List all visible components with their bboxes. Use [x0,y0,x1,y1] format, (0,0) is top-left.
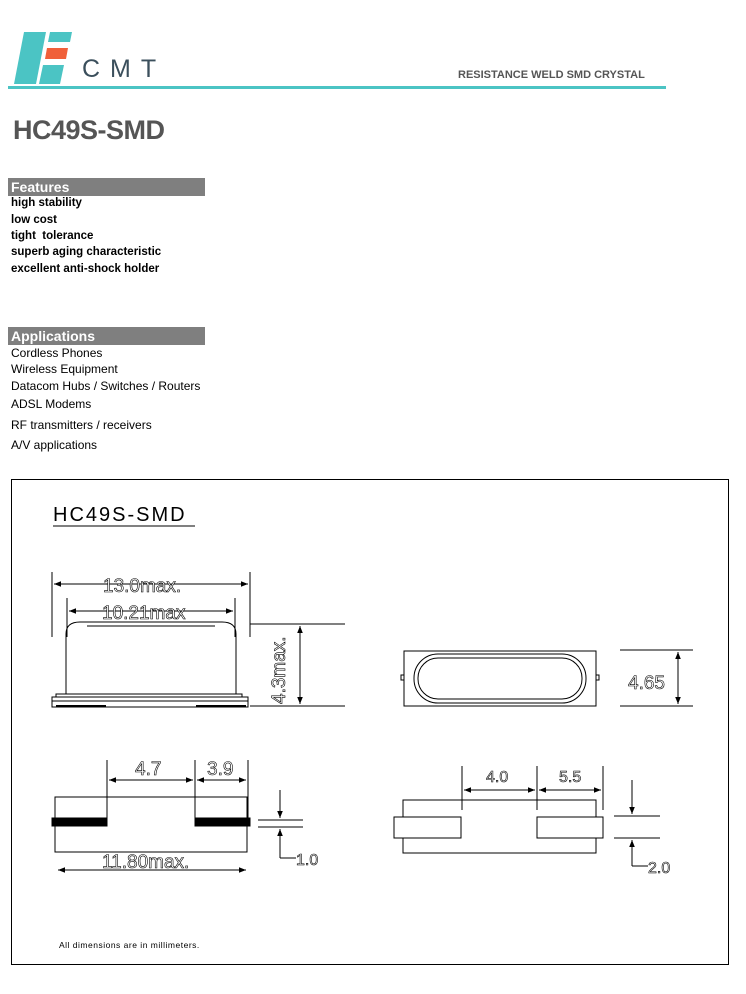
feature-item: excellent anti-shock holder [11,263,160,275]
feature-item: low cost [11,214,58,226]
company-name: CMT [82,55,167,83]
applications-heading: Applications [8,327,205,345]
dim-pad-span: 4.7 [135,759,162,780]
dim-land-width: 2.0 [648,860,671,877]
dim-width: 4.65 [628,673,665,694]
product-tagline: RESISTANCE WELD SMD CRYSTAL [458,69,645,81]
application-item: A/V applications [11,438,98,452]
application-item: RF transmitters / receivers [11,418,152,432]
dim-base-length-max: 11.80max. [102,852,190,873]
application-item: ADSL Modems [11,397,92,411]
application-item: Datacom Hubs / Switches / Routers [11,379,201,393]
application-item: Wireless Equipment [11,362,118,376]
dimensions-note: All dimensions are in millimeters. [59,940,200,950]
application-item: Cordless Phones [11,346,103,360]
features-heading: Features [8,178,205,196]
dim-pad-thickness: 1.0 [296,852,319,869]
land-pattern-view [394,766,660,866]
dim-land-length: 5.5 [559,769,582,786]
feature-item: tight tolerance [11,230,94,242]
dim-land-span: 4.0 [486,769,509,786]
drawing-title: HC49S-SMD [53,504,187,526]
feature-item: superb aging characteristic [11,246,162,258]
page-title: HC49S-SMD [13,115,165,145]
dim-body-length-max: 10.21max [102,603,186,624]
dim-pad-length: 3.9 [207,759,234,780]
dim-length-max: 13.0max. [103,576,182,597]
feature-item: high stability [11,197,82,209]
dim-height-max: 4.3max. [269,636,290,704]
side-view [52,572,345,707]
